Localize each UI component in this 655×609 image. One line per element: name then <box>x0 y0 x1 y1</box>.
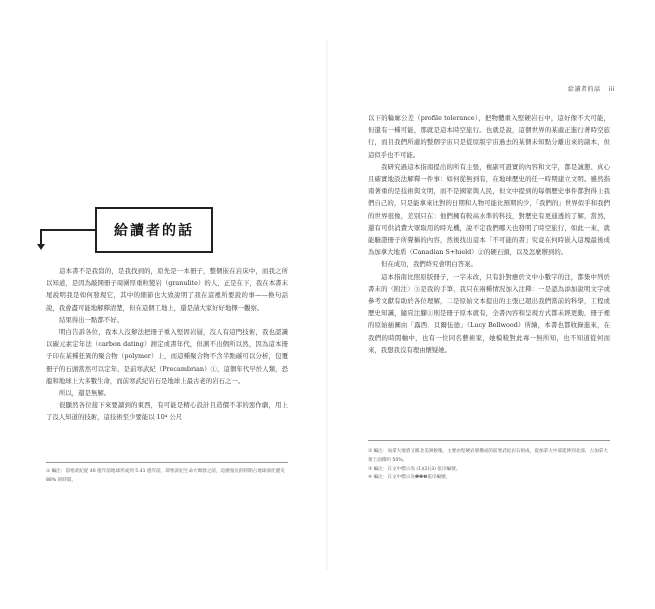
running-head <box>568 84 615 93</box>
book-gutter <box>326 40 328 570</box>
arrow-down-icon <box>37 244 45 250</box>
paragraph: 以下的輪廓公差（profile tolerance），把物體重入堅硬岩石中，這好像不大可能，但還有一種可能，那就是這本時空旅行。也就是說，這個世界的某處正進行著時空旅行，而且我們所處的整個宇宙只是從原版宇宙過去的某個未知點分離出來的副本，但這似乎也不可能。 <box>368 114 610 159</box>
left-footnotes <box>46 468 288 486</box>
footnote-rule <box>46 462 288 463</box>
footnote: ③ 編注：在文中標示為 (1)(2)(3) 依序編號。 <box>368 466 461 472</box>
paragraph: 這本指南比照原版冊子，一字未改，只有針對應於文中小數字的注，都集中列於書末的〈附注〉③是我的手筆，我只在兩種情況加入注釋：一是認為添加說明文字或參考文獻有助於各位理解，二是原始文本提出的主張已超出我們當前的科學，工程或歷史知識，隨頁注腳①則是冊子原本就有，全書內容和呈現方式都未經更動，冊子裡的原始插圖由「露西．貝爾伍德」（Lucy Bellwood）所繪，本書也都收錄進來，在我們的時間軸中，也有一位同名藝術家，她模稜對此毒一無所知，也不知道從何而來，我想我沒有理由懷疑她。 <box>368 272 610 354</box>
page-number: iii <box>608 86 615 93</box>
left-body-text <box>46 265 288 424</box>
right-body-text <box>368 112 610 356</box>
footnote-rule <box>368 440 610 441</box>
right-footnotes <box>368 448 610 483</box>
footnote: ① 編注：前寒武紀從 46 億年前地球形成到 5.41 億年前，即寒武紀生命大爆發之前，這麼漫長的時期占地球演化歷史 88% 的時間。 <box>46 469 285 483</box>
title-arrow-stem <box>40 229 42 245</box>
paragraph: 我研究過這本指南提出的所有主張，複副可證實的內容和文字，都是誠懇、真心且確實地設法解釋一件事：如何從無到有，在地球歷史的任一時期建立文明。雖然指南著重的是技術與文明，而不是國家與人民，但文中提到的每個歷史事件都對得上我們自己的，只是能拿來比對的日期和人物可能比預期的少，「我們的」世界似乎和我們的世界很像，差別只在：他們擁有較高水準的科技，對歷史有更通透的了解，當然，還有可供消費大眾取用的時光機，說不定我們哪天也發明了時空旅行，如此一來，就能驗證冊子所聲稱的內容，然後找出這本「不可能的書」究竟在何時嵌入這塊最後成為加拿大地盾（Canadian S+hield）②的硬石頭，以及怎麼辦到的。 <box>368 162 610 257</box>
footnote: ② 編注：加拿大地盾又稱北美洲板塊，主要由堅硬岩層構成的前寒武紀岩石組成，從加拿大中部延伸到北部，占加拿大領土面積約 50%。 <box>368 449 608 463</box>
footnote: ④ 編注：在文中標示為❶❷❸依序編號。 <box>368 475 451 481</box>
chapter-title: 給讀者的話 <box>114 223 194 239</box>
title-connector-line <box>40 229 95 231</box>
running-head-title: 給讀者的話 <box>567 86 601 93</box>
paragraph: 明白告訴各位，我本人沒辦法把冊子重入堅固岩層，沒人有這門技術，我也認識以碳元素定年法（carbon dating）測定或書年代，但測不出個所以然，因為這本冊子印在某種狂異的聚合物（polymer）上，而這種聚合物不含半點碳可以分析，包覆冊子的石頭當然可以定年，是前寒武紀（Precambrian）①，這個年代早於人類，恐龍和地球上大多數生命，而前寒武紀岩石是地球上最古老的岩石之一。 <box>46 328 288 385</box>
paragraph: 結果得出一點都不好。 <box>59 315 123 324</box>
paragraph: 所以，還是無解。 <box>59 389 111 398</box>
paragraph: 但在成功，我們終究會明白答案。 <box>381 260 477 269</box>
chapter-title-box <box>95 207 213 253</box>
paragraph: 很顯然各位接下來要讀到的東西，有可能是精心設計且造價不菲的惡作劇，用上了沒人知道的技術，這技術至少要能以 10⁴ 公尺 <box>46 401 288 422</box>
paragraph: 這本書不是我寫的，是我找到的，原先是一本冊子，整個嵌在岩床中，而我之所以知道，是因為敲開冊子周圍厚重粒變岩（granulite）的人，正是在下，我在本書末尾說明我是如何發現它，其中的細節也大致說明了我在這裡所要說的事——換句話說，我會盡可能地解釋清楚，但在這個工地上，還是請大家好好地擇一觀察。 <box>46 267 288 312</box>
